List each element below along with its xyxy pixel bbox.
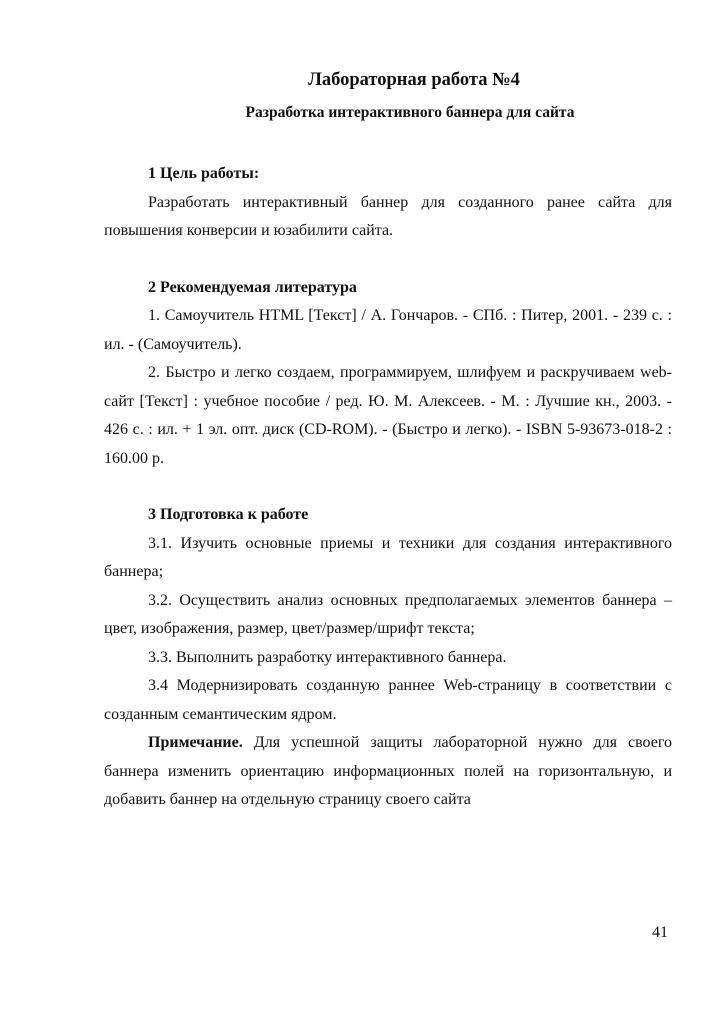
literature-item-2: 2. Быстро и легко создаем, программируем, шлифуем и раскручиваем web-сайт [Текст] : учебное пособие / ред. Ю. М. Алексеев. - М. : Лучшие кн., 2003. - 426 с. : ил. + 1 эл. опт. диск (CD-ROM). - (Быстро и легко). - ISBN 5-93673-018-2 : 160.00 р.	[104, 364, 672, 467]
preparation-item-2: 3.2. Осуществить анализ основных предполагаемых элементов баннера – цвет, изображения, размер, цвет/размер/шрифт текста;	[104, 591, 672, 637]
document-body	[104, 160, 672, 815]
spacer	[104, 246, 672, 274]
note-label: Примечание.	[148, 734, 243, 751]
section-heading-preparation: 3 Подготовка к работе	[148, 506, 309, 523]
spacer	[104, 473, 672, 501]
section-heading-goal: 1 Цель работы:	[148, 165, 260, 182]
note-paragraph	[104, 729, 672, 815]
note-text: Для успешной защиты лабораторной нужно для своего баннера изменить ориентацию информационных полей на горизонтальную, и добавить баннер на отдельную страницу своего сайта	[104, 734, 672, 808]
literature-item-1: 1. Самоучитель HTML [Текст] / А. Гончаров. - СПб. : Питер, 2001. - 239 с. : ил. - (Самоучитель).	[104, 307, 672, 353]
preparation-item-3: 3.3. Выполнить разработку интерактивного баннера.	[148, 648, 507, 666]
page-subtitle: Разработка интерактивного баннера для сайта	[245, 104, 575, 121]
goal-text: Разработать интерактивный баннер для созданного ранее сайта для повышения конверсии и юзабилити сайта.	[104, 193, 672, 239]
page-title: Лабораторная работа №4	[308, 70, 520, 90]
preparation-item-4: 3.4 Модернизировать созданную раннее Web-страницу в соответствии с созданным семантическим ядром.	[104, 677, 672, 723]
section-heading-literature: 2 Рекомендуемая литература	[148, 278, 357, 296]
preparation-item-1: 3.1. Изучить основные приемы и техники для создания интерактивного баннера;	[104, 534, 672, 580]
page-number: 41	[652, 924, 668, 941]
